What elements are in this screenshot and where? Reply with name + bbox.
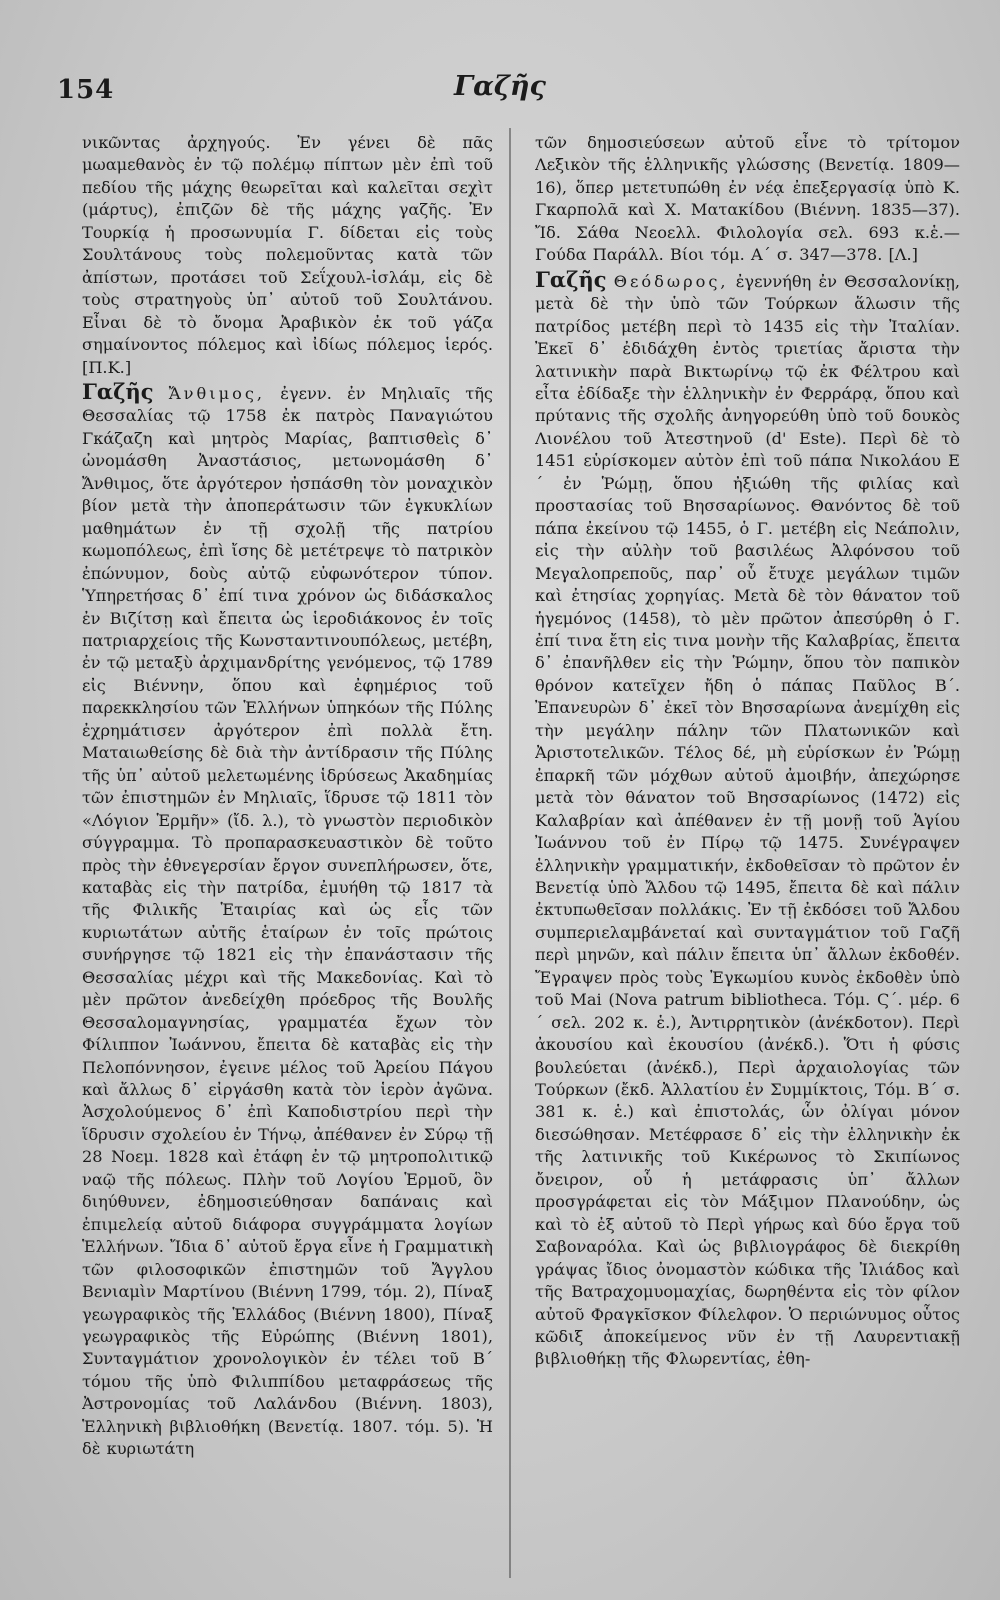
paragraph: νικῶντας ἀρχηγούς. Ἐν γένει δὲ πᾶς μωαμεθανὸς ἐν τῷ πολέμῳ πίπτων μὲν ἐπὶ τοῦ πεδίου τῆς μάχης θεωρεῖται καὶ καλεῖται σεχὶτ (μάρτυς), ἐπιζῶν δὲ τῆς μάχης γαζῆς. Ἐν Τουρκίᾳ ἡ προσωνυμία Γ. δίδεται εἰς τοὺς Σουλτάνους τοὺς πολεμοῦντας κατὰ τῶν ἀπίστων, προτάσει τοῦ Σεΐχουλ-ἰσλάμ, εἰς δὲ τοὺς στρατηγοὺς ὑπ᾽ αὐτοῦ τοῦ Σουλτάνου. Εἶναι δὲ τὸ ὄνομα Ἀραβικὸν ἐκ τοῦ γάζα σημαίνοντος πόλεμος καὶ ἰδίως πόλεμος ἱερός. [Π.Κ.] [82, 133, 493, 377]
entry-text: ἐγεννήθη ἐν Θεσσαλονίκῃ, μετὰ δὲ τὴν ὑπὸ τῶν Τούρκων ἅλωσιν τῆς πατρίδος μετέβη περὶ τὸ 1435 εἰς τὴν Ἰταλίαν. Ἐκεῖ δ᾽ ἐδιδάχθη ἐντὸς τριετίας ἄριστα τὴν λατινικὴν παρὰ Βικτωρίνῳ τῷ ἐκ Φέλτρου καὶ εἶτα ἐδίδαξε τὴν ἑλληνικὴν ἐν Φερράρᾳ, ὅπου καὶ πρύτανις τῆς σχολῆς ἀνηγορεύθη ὑπὸ τοῦ δουκὸς Λιονέλου τοῦ Ἀτεστηνοῦ (d' Este). Περὶ δὲ τὸ 1451 εὑρίσκομεν αὐτὸν ἐπὶ τοῦ πάπα Νικολάου Ε´ ἐν Ῥώμῃ, ὅπου ἠξιώθη τῆς φιλίας καὶ προστασίας τοῦ Βησσαρίωνος. Θανόντος δὲ τοῦ πάπα ἐκείνου τῷ 1455, ὁ Γ. μετέβη εἰς Νεάπολιν, εἰς τὴν αὐλὴν τοῦ βασιλέως Ἀλφόνσου τοῦ Μεγαλοπρεποῦς, παρ᾽ οὗ ἔτυχε μεγάλων τιμῶν καὶ ἐτησίας χορηγίας. Μετὰ δὲ τὸν θάνατον τοῦ ἡγεμόνος (1458), τὸ μὲν πρῶτον ἀπεσύρθη ὁ Γ. ἐπί τινα ἔτη εἰς τινα μονὴν τῆς Καλαβρίας, ἔπειτα δ᾽ ἐπανῆλθεν εἰς τὴν Ῥώμην, ὅπου τὸν παπικὸν θρόνον κατεῖχεν ἤδη ὁ πάπας Παῦλος Β´. Ἐπανευρὼν δ᾽ ἐκεῖ τὸν Βησσαρίωνα ἀνεμίχθη εἰς τὴν μεγάλην πάλην τῶν Πλατωνικῶν καὶ Ἀριστοτελικῶν. Τέλος δέ, μὴ εὑρίσκων ἐν Ῥώμῃ ἐπαρκῆ τῶν μόχθων αὐτοῦ ἀμοιβήν, ἀπεχώρησε μετὰ τὸν θάνατον τοῦ Βησσαρίωνος (1472) εἰς Καλαβρίαν καὶ ἀπέθανεν ἐν τῇ μονῇ τοῦ Ἁγίου Ἰωάννου τοῦ ἐν Πίρῳ τῷ 1475. Συνέγραψεν ἑλληνικὴν γραμματικήν, ἐκδοθεῖσαν τὸ πρῶτον ἐν Βενετίᾳ ὑπὸ Ἄλδου τῷ 1495, ἔπειτα δὲ καὶ πάλιν ἐκτυπωθεῖσαν πολλάκις. Ἐν τῇ ἐκδόσει τοῦ Ἄλδου συμπεριελαμβάνεταί καὶ συνταγμάτιον τοῦ Γαζῆ περὶ μηνῶν, καὶ πάλιν ἔπειτα ὑπ᾽ ἄλλων ἐκδοθέν. Ἔγραψεν πρὸς τοὺς Ἐγκωμίου κυνὸς ἐκδοθὲν ὑπὸ τοῦ Mai (Nova patrum bibliotheca. Τόμ. Ϛ´. μέρ. 6´ σελ. 202 κ. ἑ.), Ἀντιρρητικὸν (ἀνέκδοτον). Περὶ ἀκουσίου καὶ ἑκουσίου (ἀνέκδ.). Ὅτι ἡ φύσις βουλεύεται (ἀνέκδ.), Περὶ ἀρχαιολογίας τῶν Τούρκων (ἔκδ. Ἀλλατίου ἐν Συμμίκτοις, Τόμ. Β´ σ. 381 κ. ἑ.) καὶ ἐπιστολάς, ὧν ὀλίγαι μόνον διεσώθησαν. Μετέφρασε δ᾽ εἰς τὴν ἑλληνικὴν ἐκ τῆς λατινικῆς τοῦ Κικέρωνος τὸ Σκιπίωνος ὄνειρον, οὗ ἡ μετάφρασις ὑπ᾽ ἄλλων προσγράφεται εἰς τὸν Μάξιμον Πλανούδην, ὡς καὶ τὸ ἐξ αὐτοῦ τὸ Περὶ γήρως καὶ δύο ἔργα τοῦ Σαβοναρόλα. Καὶ ὡς βιβλιογράφος δὲ διεκρίθη γράψας ἴδιος ὀνομαστὸν κώδικα τῆς Ἰλιάδος καὶ τῆς Βατραχομυομαχίας, δωρηθέντα εἰς τὸν φίλον αὐτοῦ Φραγκῖσκον Φίλελφον. Ὁ περιώνυμος οὗτος κῶδιξ ἀποκείμενος νῦν ἐν τῇ Λαυρεντιακῇ βιβλιοθήκῃ τῆς Φλωρεντίας, ἐθη- [535, 271, 960, 1369]
dictionary-entry [82, 378, 493, 1461]
paragraph: τῶν δημοσιεύσεων αὐτοῦ εἶνε τὸ τρίτομον Λεξικὸν τῆς ἑλληνικῆς γλώσσης (Βενετίᾳ. 1809—16), ὅπερ μετετυπώθη ἐν νέᾳ ἐπεξεργασίᾳ ὑπὸ Κ. Γκαρπολᾶ καὶ Χ. Ματακίδου (Βιέννη. 1835—37). Ἴδ. Σάθα Νεοελλ. Φιλολογία σελ. 693 κ.ἑ.— Γούδα Παράλλ. Βίοι τόμ. Α´ σ. 347—378. [Λ.] [535, 133, 960, 265]
entry-first-name: Ἄνθιμος, [168, 383, 266, 403]
running-head: Γαζῆς [453, 71, 546, 102]
entry-first-name: Θεόδωρος, [613, 271, 729, 291]
left-column [82, 132, 493, 1572]
entry-headword: Γαζῆς [535, 266, 607, 292]
entry-headword: Γαζῆς [82, 378, 154, 404]
page-number: 154 [57, 75, 115, 105]
dictionary-entry [535, 266, 960, 1371]
column-divider [509, 128, 511, 1578]
entry-text: ἐγενν. ἐν Μηλιαῖς τῆς Θεσσαλίας τῷ 1758 ἐκ πατρὸς Παναγιώτου Γκάζαζη καὶ μητρὸς Μαρίας, βαπτισθεὶς δ᾽ ὠνομάσθη Ἀναστάσιος, μετωνομάσθη δ᾽ Ἄνθιμος, ὅτε ἀργότερον ἠσπάσθη τὸν μοναχικὸν βίον μετὰ τὴν ἀποπεράτωσιν τῶν ἐγκυκλίων μαθημάτων ἐν τῇ σχολῇ τῆς πατρίου κωμοπόλεως, ἐπὶ ἴσης δὲ μετέτρεψε τὸ πατρικὸν ἐπώνυμον, δοὺς αὐτῷ εὐφωνότερον τύπον. Ὑπηρετήσας δ᾽ ἐπί τινα χρόνον ὡς διδάσκαλος ἐν Βιζίτσῃ καὶ ἔπειτα ὡς ἱεροδιάκονος ἐν τοῖς πατριαρχείοις τῆς Κωνσταντινουπόλεως, μετέβη, ἐν τῷ μεταξὺ ἀρχιμανδρίτης γενόμενος, τῷ 1789 εἰς Βιέννην, ὅπου καὶ ἐφημέριος τοῦ παρεκκλησίου τῶν Ἑλλήνων ὑπηκόων τῆς Πύλης ἐχρημάτισεν ἀργότερον ἐπὶ πολλὰ ἔτη. Ματαιωθείσης δὲ διὰ τὴν ἀντίδρασιν τῆς Πύλης τῆς ὑπ᾽ αὐτοῦ μελετωμένης ἱδρύσεως Ἀκαδημίας τῶν ἐπιστημῶν ἐν Μηλιαῖς, ἵδρυσε τῷ 1811 τὸν «Λόγιον Ἑρμῆν» (ἴδ. λ.), τὸ γνωστὸν περιοδικὸν σύγγραμμα. Τὸ προπαρασκευαστικὸν δὲ τοῦτο πρὸς τὴν ἐθνεγερσίαν ἔργον συνεπλήρωσεν, ὅτε, καταβὰς εἰς τὴν πατρίδα, ἐμυήθη τῷ 1817 τὰ τῆς Φιλικῆς Ἑταιρίας καὶ ὡς εἷς τῶν κυριωτάτων αὐτῆς ἑταίρων ἐν τοῖς πρώτοις συνήργησε τῷ 1821 εἰς τὴν ἐπανάστασιν τῆς Θεσσαλίας μέχρι καὶ τῆς Μακεδονίας. Καὶ τὸ μὲν πρῶτον ἀνεδείχθη πρόεδρος τῆς Βουλῆς Θεσσαλομαγνησίας, γραμματέα ἔχων τὸν Φίλιππον Ἰωάννου, ἔπειτα δὲ καταβὰς εἰς τὴν Πελοπόννησον, ἐγεινε μέλος τοῦ Ἀρείου Πάγου καὶ ἄλλως δ᾽ εἰργάσθη κατὰ τὸν ἱερὸν ἀγῶνα. Ἀσχολούμενος δ᾽ ἐπὶ Καποδιστρίου περὶ τὴν ἵδρυσιν σχολείου ἐν Τήνῳ, ἀπέθανεν ἐν Σύρῳ τῇ 28 Νοεμ. 1828 καὶ ἐτάφη ἐν τῷ μητροπολιτικῷ ναῷ τῆς πόλεως. Πλὴν τοῦ Λογίου Ἑρμοῦ, ὃν διηύθυνεν, ἐδημοσιεύθησαν δαπάναις καὶ ἐπιμελείᾳ αὐτοῦ διάφορα συγγράμματα λογίων Ἑλλήνων. Ἴδια δ᾽ αὐτοῦ ἔργα εἶνε ἡ Γραμματικὴ τῶν φιλοσοφικῶν ἐπιστημῶν τοῦ Ἄγγλου Βενιαμὶν Μαρτίνου (Βιέννη 1799, τόμ. 2), Πίναξ γεωγραφικὸς τῆς Ἑλλάδος (Βιέννη 1800), Πίναξ γεωγραφικὸς τῆς Εὐρώπης (Βιέννη 1801), Συνταγμάτιον χρονολογικὸν ἐν τέλει τοῦ Β´ τόμου τῆς ὑπὸ Φιλιππίδου μεταφράσεως τῆς Ἀστρονομίας τοῦ Λαλάνδου (Βιέννη. 1803), Ἑλληνικὴ βιβλιοθήκη (Βενετίᾳ. 1807. τόμ. 5). Ἡ δὲ κυριωτάτη [82, 383, 493, 1459]
right-column [535, 132, 960, 1572]
